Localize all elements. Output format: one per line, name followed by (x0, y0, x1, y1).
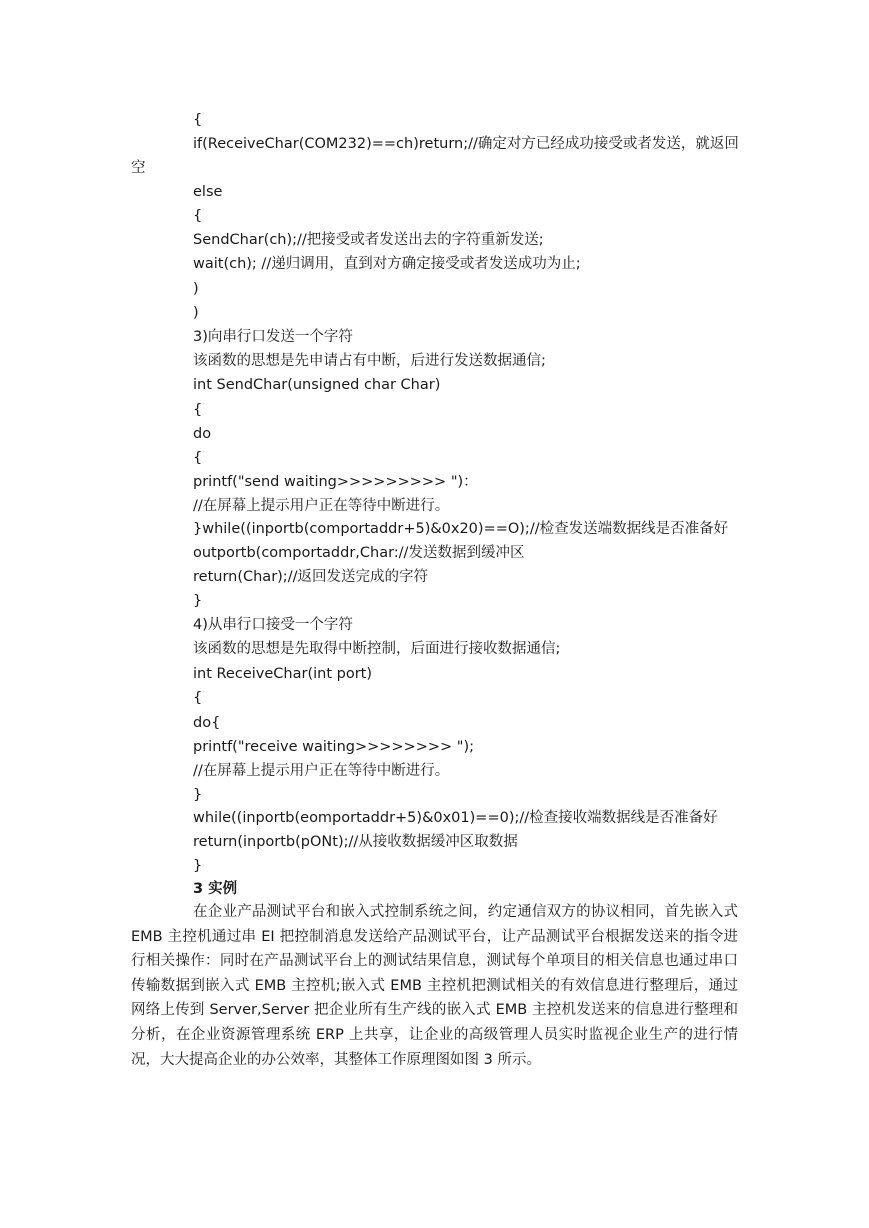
code-line: //在屏幕上提示用户正在等待中断进行。 (193, 498, 450, 514)
code-line: SendChar(ch);//把接受或者发送出去的字符重新发送; (193, 232, 544, 248)
code-line: wait(ch); //递归调用，直到对方确定接受或者发送成功为止; (193, 256, 581, 272)
code-line: } (193, 858, 203, 874)
code-line: if(ReceiveChar(COM232)==ch)return;//确定对方已经成功接受或者发送，就返回 (193, 136, 739, 152)
code-line: return(inportb(pONt);//从接收数据缓冲区取数据 (193, 834, 518, 850)
code-line: printf("send waiting>>>>>>>>> ")： (193, 474, 478, 490)
code-line: //在屏幕上提示用户正在等待中断进行。 (193, 763, 450, 779)
code-line: { (193, 112, 203, 128)
subsection-title: 4)从串行口接受一个字符 (193, 617, 353, 633)
code-line: return(Char);//返回发送完成的字符 (193, 569, 428, 585)
body-paragraph: 在企业产品测试平台和嵌入式控制系统之间，约定通信双方的协议相同，首先嵌入式 EMB 主控机通过串 EI 把控制消息发送给产品测试平台，让产品测试平台根据发送来的指令进行相关操作：同时在产品测试平台上的测试结果信息，测试每个单项目的相关信息也通过串口传输数据到嵌入式 EMB 主控机;嵌入式 EMB 主控机把测试相关的有效信息进行整理后，通过网络上传到 Server,Server 把企业所有生产线的嵌入式 EMB 主控机发送来的信息进行整理和分析，在企业资源管理系统 ERP 上共享，让企业的高级管理人员实时监视企业生产的进行情况，大大提高企业的办公效率，其整体工作原理图如图 3 所示。 (131, 904, 738, 1068)
code-line: outportb(comportaddr,Char://发送数据到缓冲区 (193, 545, 525, 561)
description-line: 该函数的思想是先申请占有中断，后进行发送数据通信; (193, 353, 546, 369)
code-line: else (193, 184, 223, 200)
code-line: do (193, 426, 212, 442)
code-line: while((inportb(eomportaddr+5)&0x01)==0);//检查接收端数据线是否准备好 (193, 810, 718, 826)
code-line: do{ (193, 715, 221, 731)
code-line: int SendChar(unsigned char Char) (193, 377, 441, 393)
code-line: printf("receive waiting>>>>>>>> "); (193, 739, 474, 755)
description-line: 该函数的思想是先取得中断控制，后面进行接收数据通信; (193, 641, 561, 657)
code-line: { (193, 690, 203, 706)
code-line: }while((inportb(comportaddr+5)&0x20)==O);//检查发送端数据线是否准备好 (193, 521, 729, 537)
code-line: } (193, 593, 203, 609)
code-line: } (193, 787, 203, 803)
code-line: { (193, 208, 203, 224)
code-line-continuation: 空 (131, 160, 146, 176)
code-line: ) (193, 281, 199, 297)
code-line: ) (193, 305, 199, 321)
code-line: { (193, 402, 203, 418)
code-line: int ReceiveChar(int port) (193, 666, 372, 682)
code-line: { (193, 450, 203, 466)
subsection-title: 3)向串行口发送一个字符 (193, 329, 353, 345)
section-heading: 3 实例 (193, 881, 238, 897)
